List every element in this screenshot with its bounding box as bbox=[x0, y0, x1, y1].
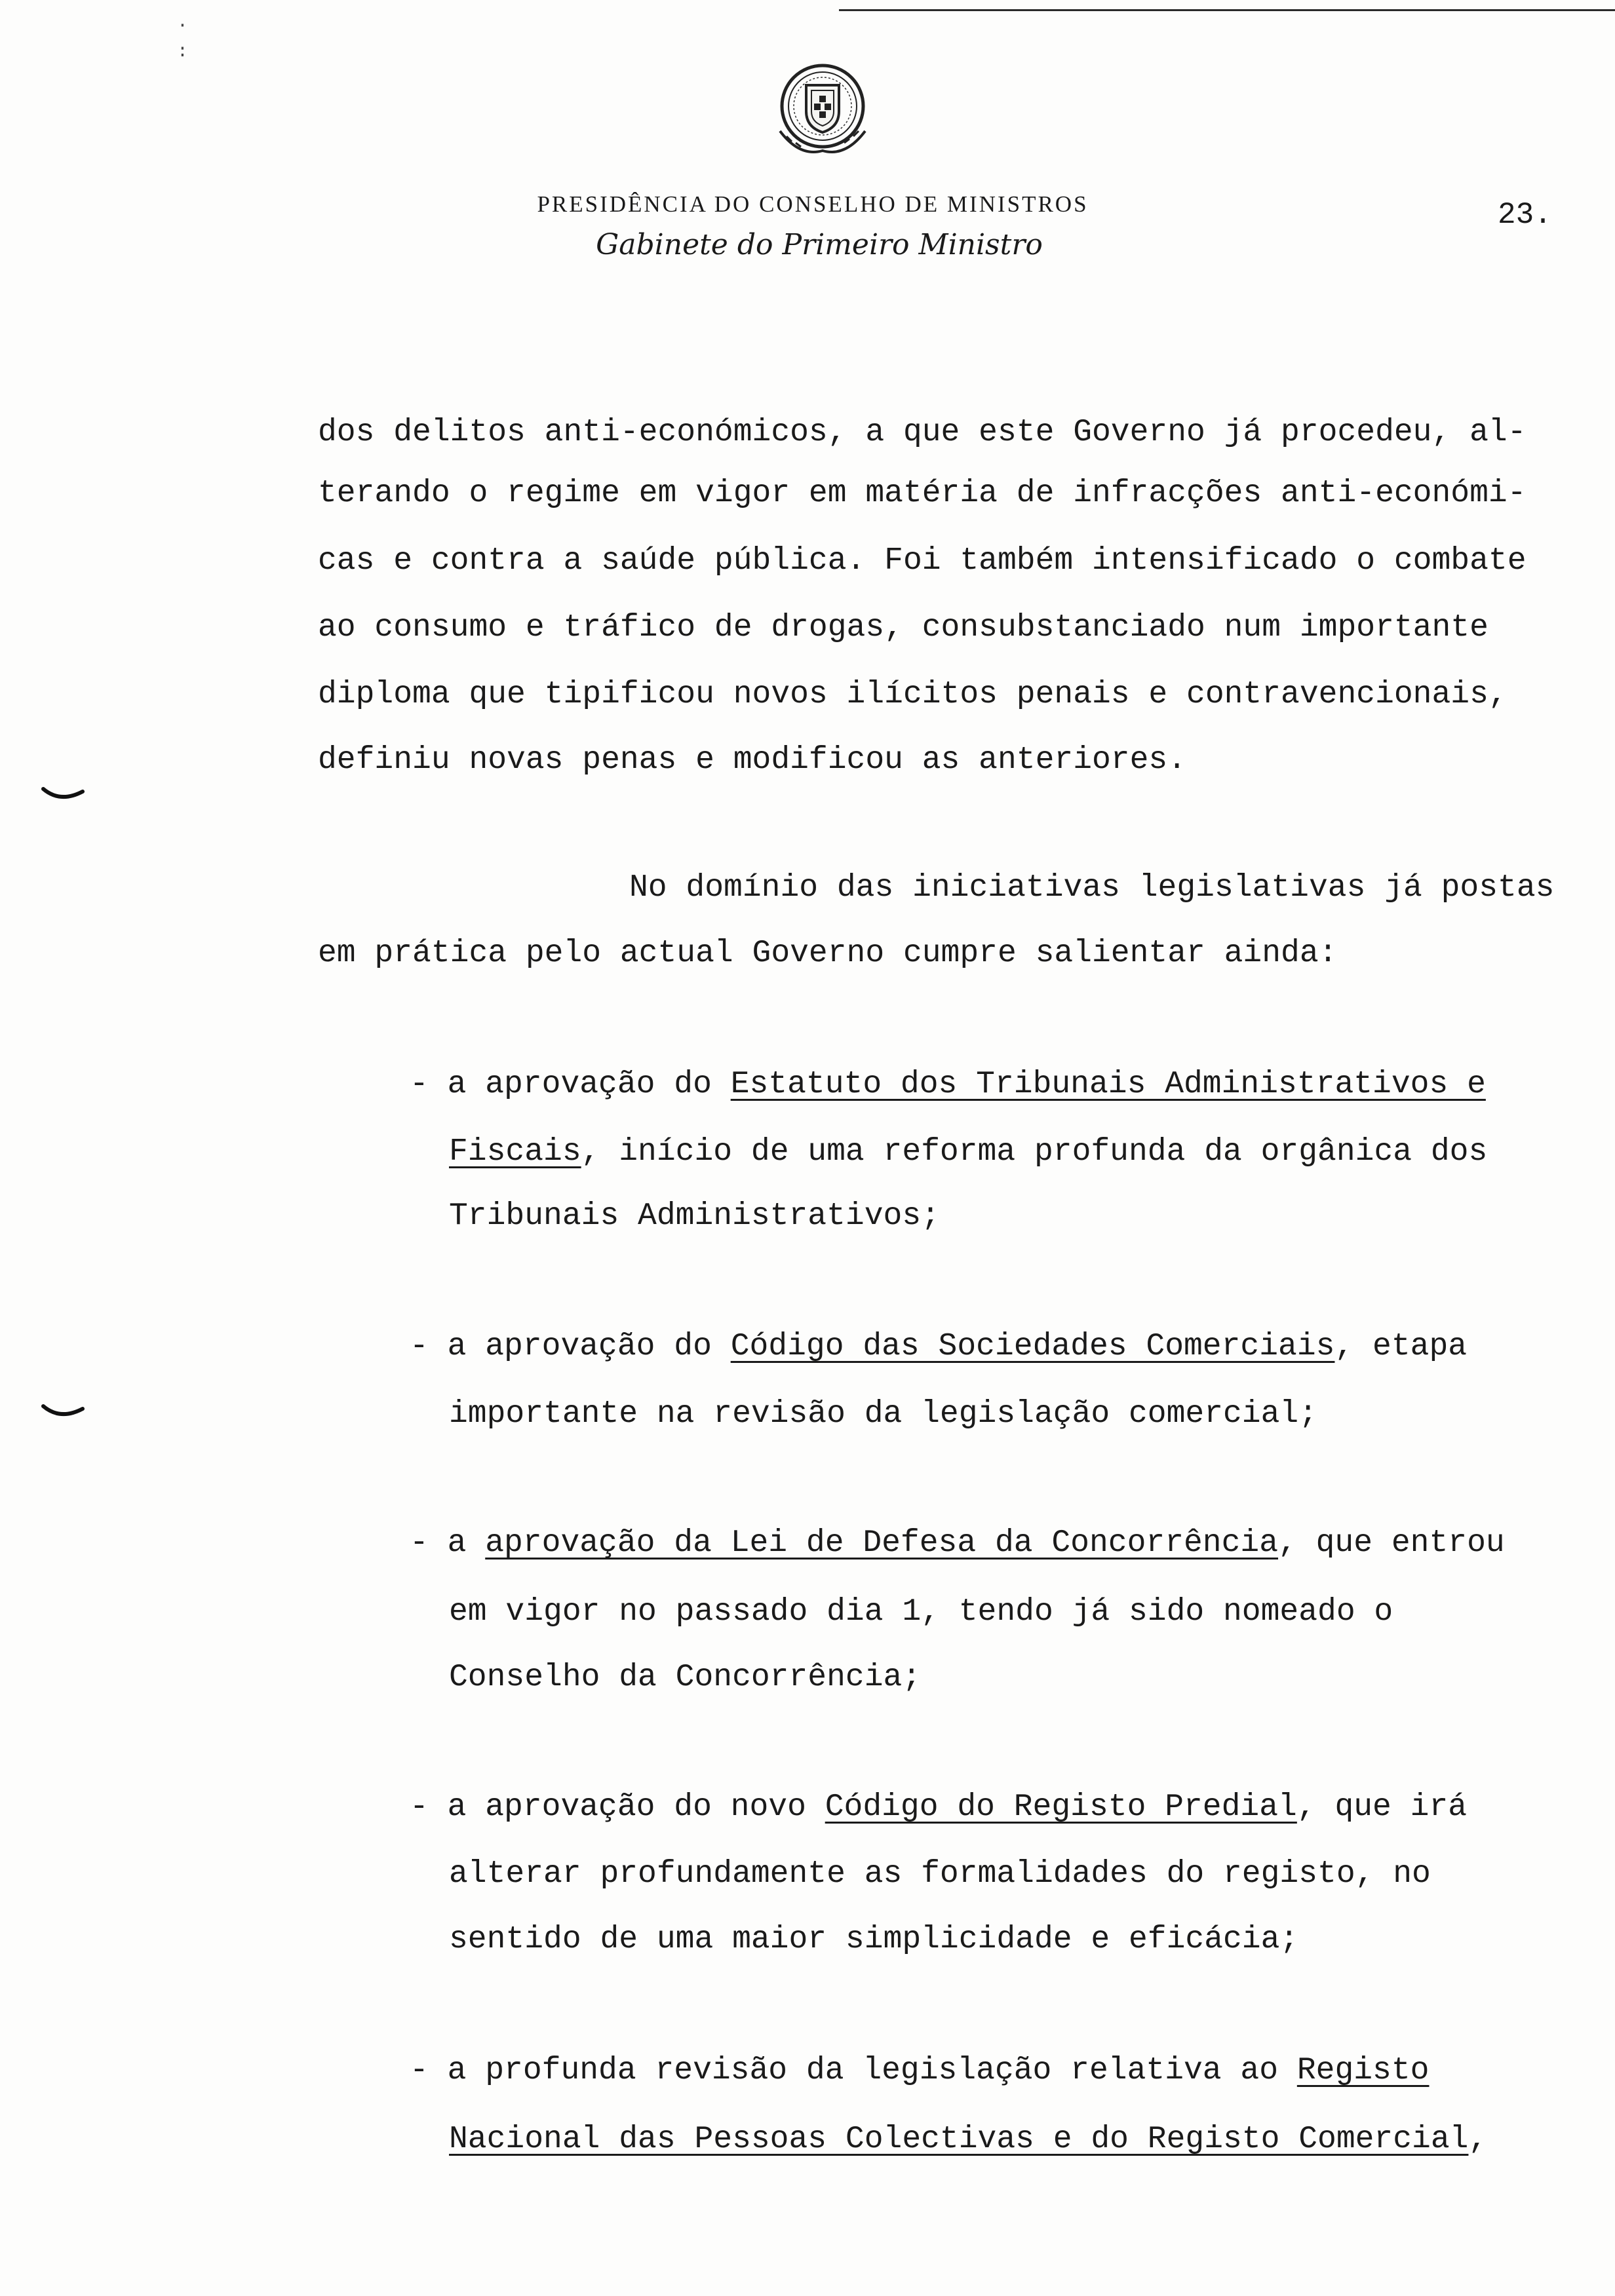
list-item-line: - a aprovação do Estatuto dos Tribunais Administrativos e bbox=[410, 1067, 1486, 1102]
intro-line: terando o regime em vigor em matéria de infracções anti-económi- bbox=[318, 476, 1527, 511]
list-item-line: - a profunda revisão da legislação relativa ao Registo bbox=[410, 2053, 1430, 2088]
list-item-line: sentido de uma maior simplicidade e eficácia; bbox=[449, 1922, 1299, 1957]
underlined-title: aprovação da Lei de Defesa da Concorrência bbox=[485, 1525, 1279, 1561]
fold-mark bbox=[41, 784, 87, 806]
header-title: PRESIDÊNCIA DO CONSELHO DE MINISTROS bbox=[537, 191, 1089, 217]
list-item-line: importante na revisão da legislação comercial; bbox=[449, 1396, 1318, 1432]
coat-of-arms-emblem bbox=[767, 59, 878, 164]
header-subtitle: Gabinete do Primeiro Ministro bbox=[596, 228, 1043, 261]
intro-line: definiu novas penas e modificou as anteriores. bbox=[318, 742, 1187, 778]
list-item-line: - a aprovação do novo Código do Registo Predial, que irá bbox=[410, 1789, 1468, 1825]
margin-marks: · : bbox=[177, 16, 188, 62]
paragraph-line: em prática pelo actual Governo cumpre salientar ainda: bbox=[318, 936, 1338, 971]
paragraph-line: No domínio das iniciativas legislativas já postas bbox=[629, 870, 1555, 906]
underlined-title: Fiscais bbox=[449, 1134, 581, 1170]
list-item-line: - a aprovação da Lei de Defesa da Concorrência, que entrou bbox=[410, 1525, 1505, 1561]
underlined-title: Estatuto dos Tribunais Administrativos e bbox=[730, 1067, 1486, 1102]
list-item-line: Nacional das Pessoas Colectivas e do Registo Comercial, bbox=[449, 2122, 1488, 2157]
list-item-line: em vigor no passado dia 1, tendo já sido nomeado o bbox=[449, 1594, 1393, 1630]
underlined-title: Registo bbox=[1296, 2053, 1430, 2088]
list-item-line: Conselho da Concorrência; bbox=[449, 1660, 922, 1695]
top-edge-line bbox=[839, 9, 1615, 11]
list-item-line: Tribunais Administrativos; bbox=[449, 1198, 940, 1234]
list-item-line: Fiscais, início de uma reforma profunda da orgânica dos bbox=[449, 1134, 1488, 1170]
underlined-title: Código do Registo Predial bbox=[825, 1789, 1297, 1825]
intro-line: diploma que tipificou novos ilícitos penais e contravencionais, bbox=[318, 677, 1508, 712]
list-item-line: alterar profundamente as formalidades do registo, no bbox=[449, 1856, 1431, 1892]
underlined-title: Código das Sociedades Comerciais bbox=[730, 1329, 1335, 1364]
page-number: 23. bbox=[1498, 198, 1552, 232]
fold-mark bbox=[41, 1401, 87, 1423]
intro-line: dos delitos anti-económicos, a que este Governo já procedeu, al- bbox=[318, 415, 1527, 450]
list-item-line: - a aprovação do Código das Sociedades Comerciais, etapa bbox=[410, 1329, 1468, 1364]
intro-line: cas e contra a saúde pública. Foi também intensificado o combate bbox=[318, 543, 1527, 579]
underlined-title: Nacional das Pessoas Colectivas e do Registo Comercial bbox=[449, 2122, 1469, 2157]
intro-line: ao consumo e tráfico de drogas, consubstanciado num importante bbox=[318, 610, 1489, 645]
